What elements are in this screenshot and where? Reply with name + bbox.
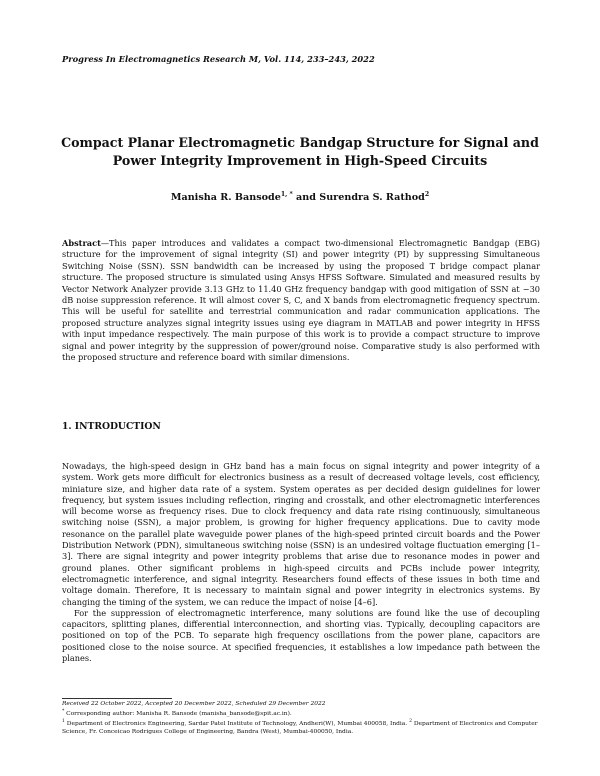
footnote-received-dates: Received 22 October 2022, Accepted 20 December 2022, Scheduled 29 December 2022 <box>62 701 326 707</box>
introduction-body <box>62 461 540 664</box>
footnote-affiliation-2-mark: 2 <box>409 719 412 725</box>
section-heading-introduction: 1. INTRODUCTION <box>62 421 161 432</box>
introduction-paragraph-1: Nowadays, the high-speed design in GHz band has a main focus on signal integrity and power integrity of a system. Work gets more difficult for electronics business as a result of decreased voltage levels, cost efficiency, miniature size, and higher data rate of a system. System operates as per decided design guidelines for lower frequency, but system issues including reflection, ringing and crosstalk, and other electromagnetic interferences will become worse as frequency rises. Due to clock frequency and data rate rising continuously, simultaneous switching noise (SSN), a major problem, is growing for higher frequency applications. Due to cavity mode resonance on the parallel plate waveguide power planes of the high-speed printed circuit boards and the Power Distribution Network (PDN), simultaneous switching noise (SSN) is an undesired voltage fluctuation emerging [1–3]. There are signal integrity and power integrity problems that arise due to resonance modes in power and ground planes. Other significant problems in high-speed circuits and PCBs include power integrity, electromagnetic interference, and signal integrity. Researchers found effects of these issues in both time and voltage domain. Therefore, It is necessary to maintain signal and power integrity in electronics systems. By changing the timing of the system, we can reduce the impact of noise [4–6]. <box>62 461 540 607</box>
footnote-corresponding-mark: * <box>62 709 65 715</box>
abstract <box>62 238 540 363</box>
author-list <box>60 191 540 203</box>
footnote-divider <box>62 698 172 699</box>
footnote-affiliation-1-mark: 1 <box>62 719 65 725</box>
footnote-affiliations <box>62 718 540 736</box>
abstract-text: —This paper introduces and validates a compact two-dimensional Electromagnetic Bandgap (EBG) structure for the improvement of signal integrity (SI) and power integrity (PI) by suppressing Simultaneous Switching Noise (SSN). SSN bandwidth can be increased by using the proposed T bridge compact planar structure. The proposed structure is simulated using Ansys HFSS Software. Simulated and measured results by Vector Network Analyzer provide 3.13 GHz to 11.40 GHz frequency bandgap with good mitigation of SSN at −30 dB noise suppression reference. It will almost cover S, C, and X bands from electromagnetic frequency spectrum. This will be useful for satellite and terrestrial communication and radar communication applications. The proposed structure analyzes signal integrity issues using eye diagram in MATLAB and power integrity in HFSS with input impedance respectively. The main purpose of this work is to provide a compact structure to improve signal and power integrity by the suppression of power/ground noise. Comparative study is also performed with the proposed structure and reference board with similar dimensions. <box>62 238 540 363</box>
author-conjunction: and <box>296 192 316 204</box>
footnote-corresponding-text: Corresponding author: Manisha R. Bansode (manisha_bansode@spit.ac.in). <box>66 711 292 718</box>
paper-title-line-1: Compact Planar Electromagnetic Bandgap Structure for Signal and <box>61 135 539 150</box>
paper-title <box>60 134 540 170</box>
footnotes <box>62 700 540 736</box>
author-2-name: Surendra S. Rathod <box>319 192 425 204</box>
footnote-affiliation-2-text: Department of Electronics and Computer Science, Fr. Conceicao Rodrigues College of Engineering, Bandra (West), Mumbai-400050, India. <box>62 721 538 736</box>
author-2-affiliation-mark: 2 <box>424 191 430 198</box>
footnote-corresponding-author <box>62 708 540 718</box>
abstract-label: Abstract <box>62 238 101 248</box>
paper-title-line-2: Power Integrity Improvement in High-Speed Circuits <box>112 153 488 168</box>
introduction-paragraph-2: For the suppression of electromagnetic interference, many solutions are found like the use of decoupling capacitors, splitting planes, differential interconnection, and shorting vias. Typically, decoupling capacitors are positioned on top of the PCB. To separate high frequency oscillations from the power plane, capacitors are positioned close to the noise source. At specified frequencies, it establishes a low impedance path between the planes. <box>62 607 540 664</box>
author-1-affiliation-mark: 1, * <box>280 191 293 198</box>
journal-header: Progress In Electromagnetics Research M, Vol. 114, 233–243, 2022 <box>62 54 375 64</box>
footnote-affiliation-1-text: Department of Electronics Engineering, Sardar Patel Institute of Technology, Andheri(W), Mumbai 400058, India. <box>66 721 408 728</box>
author-1-name: Manisha R. Bansode <box>170 192 281 204</box>
